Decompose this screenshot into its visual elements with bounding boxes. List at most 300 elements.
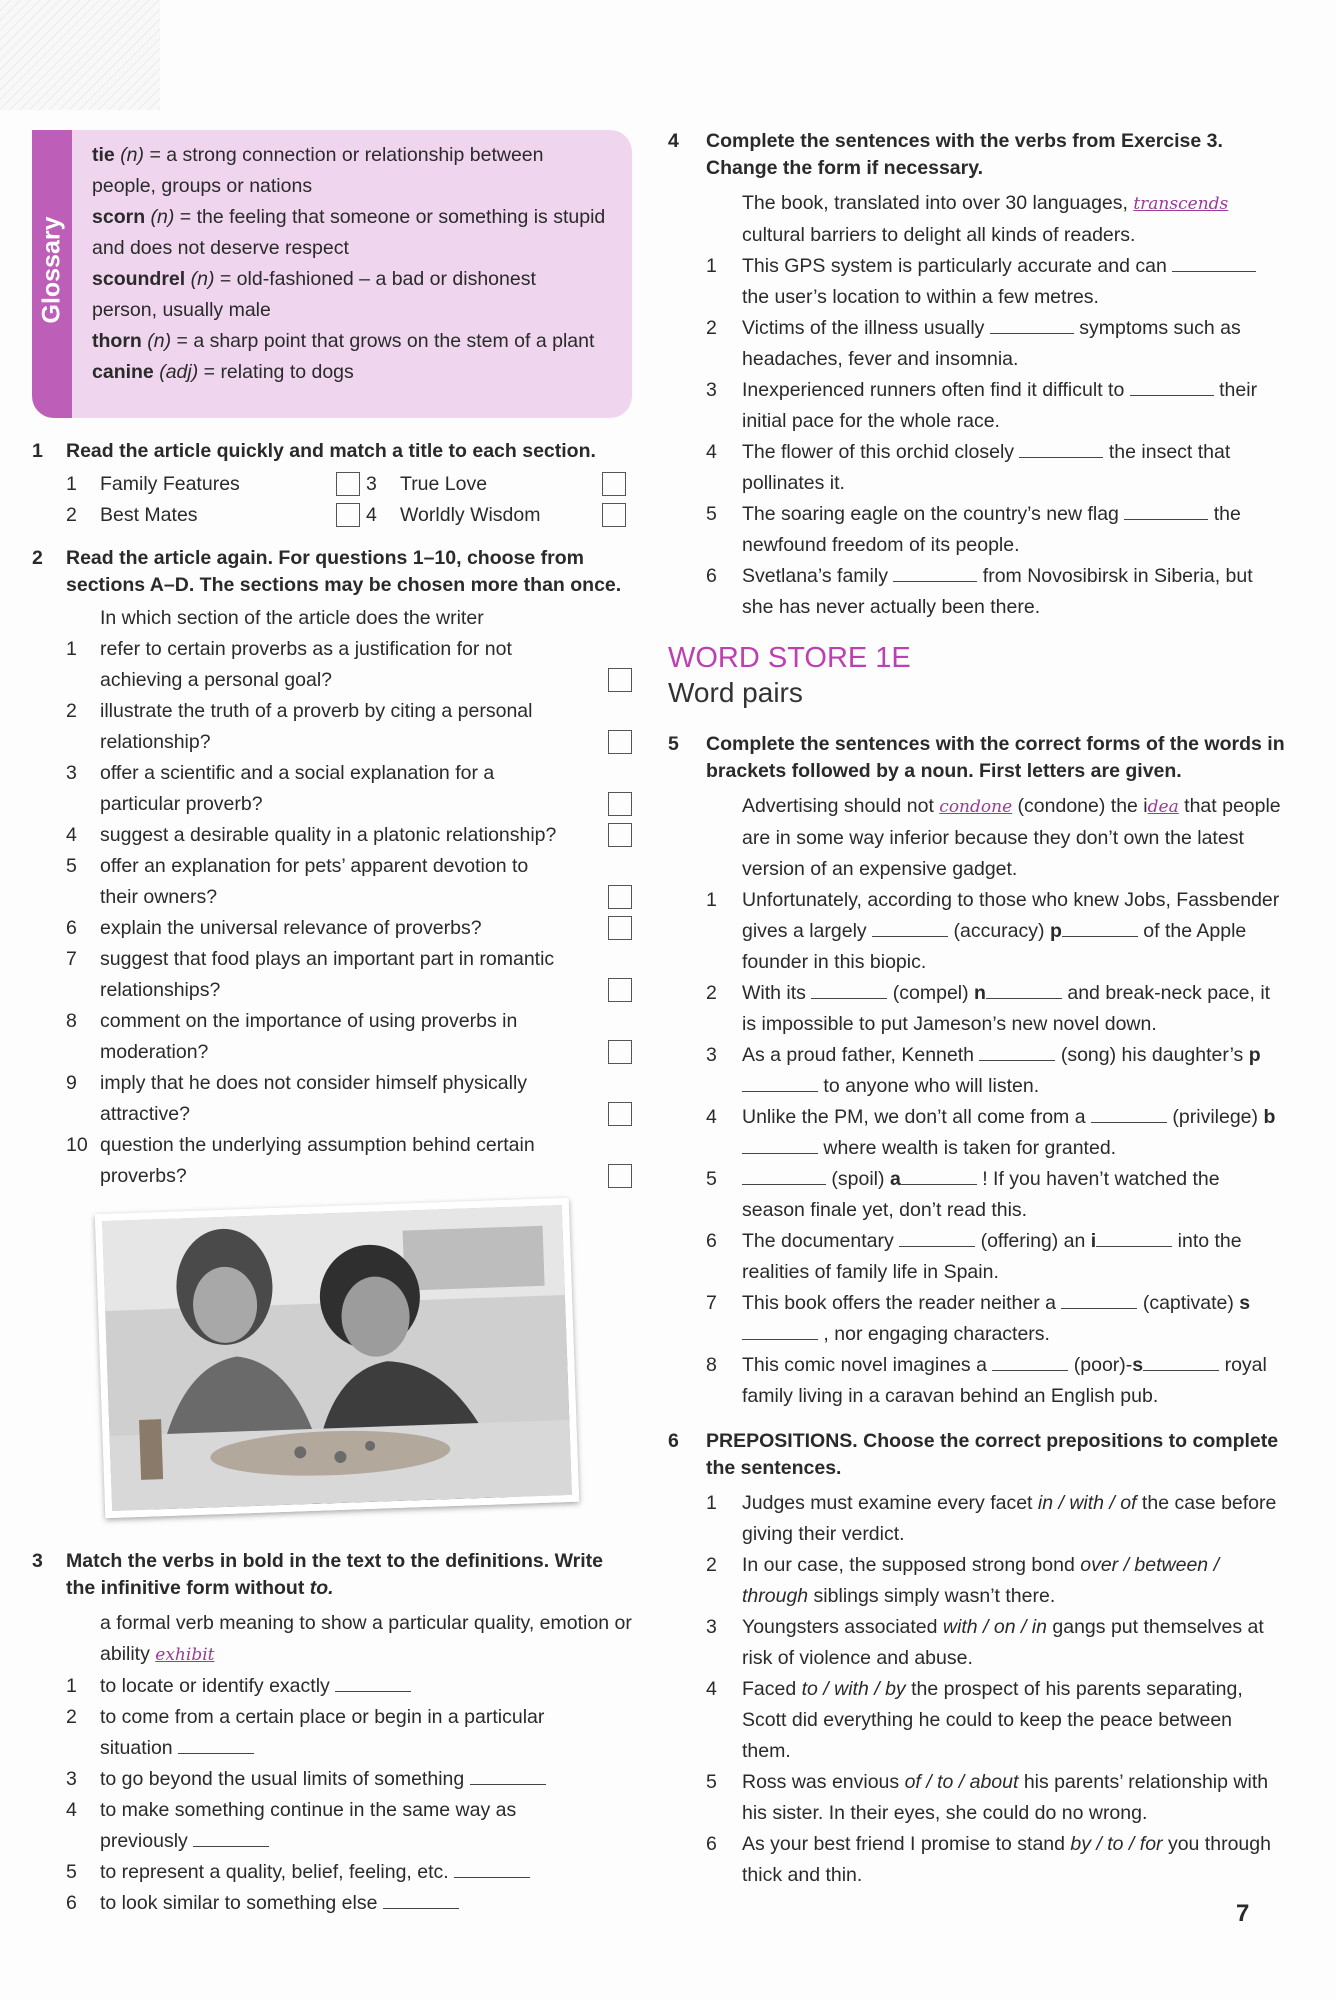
sentence-list [668, 251, 1286, 623]
example-answer-2: dea [1147, 797, 1179, 817]
title-option [366, 469, 632, 500]
sentence-number: 5 [706, 1168, 717, 1190]
option-number: 3 [366, 473, 377, 495]
answer-blank[interactable] [1130, 394, 1214, 396]
question-item [32, 913, 632, 944]
sentence-text-start: Victims of the illness usually [742, 317, 990, 339]
sentence-list [668, 885, 1286, 1412]
exercise-instruction: Read the article again. For questions 1–10, choose from sections A–D. The sections may be chosen more than once. [66, 547, 622, 596]
glossary-definition: = the feeling that someone or something is stupid and does not deserve respect [92, 206, 606, 259]
first-letter: i [1090, 1230, 1097, 1252]
sentence-item [668, 1612, 1286, 1674]
answer-blank[interactable] [986, 997, 1062, 999]
sentence-number: 4 [706, 1106, 717, 1128]
sentence-number: 6 [706, 1833, 717, 1855]
question-number: 2 [66, 700, 77, 722]
glossary-box [32, 130, 632, 418]
title-option [66, 469, 366, 500]
first-letter: b [1263, 1106, 1276, 1128]
exercise-3 [32, 1548, 632, 1919]
sentence-text-start: The flower of this orchid closely [742, 441, 1020, 463]
sentence-text: royal family living in a caravan behind an English pub. [742, 1354, 1267, 1407]
answer-blank[interactable] [193, 1845, 269, 1847]
sentence-text-start: Youngsters associated [742, 1616, 943, 1638]
question-text: comment on the importance of using proverbs in moderation? [100, 1010, 518, 1063]
sentence-text-end: their initial pace for the whole race. [742, 379, 1258, 432]
sentence-content [742, 1288, 1282, 1350]
question-item [32, 1068, 632, 1130]
definition-number: 3 [66, 1768, 77, 1790]
glossary-pos: (n) [147, 330, 172, 352]
answer-checkbox[interactable] [602, 503, 626, 527]
sentence-number: 6 [706, 565, 717, 587]
answer-blank[interactable] [742, 1338, 818, 1340]
sentence-content [742, 1040, 1282, 1102]
question-number: 6 [66, 917, 77, 939]
answer-blank[interactable] [979, 1059, 1055, 1061]
sentence-text: (offering) an [975, 1230, 1091, 1252]
sentence-item [668, 885, 1286, 978]
answer-blank[interactable] [899, 1245, 975, 1247]
glossary-entry [92, 140, 606, 202]
first-letter: p [1248, 1044, 1261, 1066]
sentence-text-start: In our case, the supposed strong bond [742, 1554, 1081, 1576]
glossary-tab-label: Glossary [37, 216, 66, 324]
sentence-item [668, 251, 1286, 313]
definition-item [32, 1702, 632, 1764]
question-list [32, 634, 632, 1192]
sentence-text-end: the newfound freedom of its people. [742, 503, 1241, 556]
preposition-options[interactable]: by / to / for [1070, 1833, 1163, 1855]
question-text: suggest that food plays an important part in romantic relationships? [100, 948, 555, 1001]
definition-text: to make something continue in the same way as previously [100, 1799, 517, 1852]
question-text: illustrate the truth of a proverb by citing a personal relationship? [100, 700, 533, 753]
definition-text: to go beyond the usual limits of something [100, 1768, 465, 1790]
sentence-content [742, 561, 1282, 623]
sentence-number: 2 [706, 982, 717, 1004]
question-text: offer a scientific and a social explanation for a particular proverb? [100, 762, 495, 815]
sentence-number: 1 [706, 255, 717, 277]
glossary-pos: (n) [120, 144, 145, 166]
answer-checkbox[interactable] [336, 503, 360, 527]
preposition-options[interactable]: of / to / about [904, 1771, 1019, 1793]
sentence-text: With its [742, 982, 812, 1004]
sentence-text: (accuracy) [948, 920, 1050, 942]
glossary-word: thorn [92, 330, 142, 352]
example-answer: transcends [1133, 194, 1229, 214]
answer-checkbox[interactable] [608, 730, 632, 754]
example-item [32, 1608, 632, 1671]
glossary-word: tie [92, 144, 115, 166]
sentence-text: (compel) [887, 982, 975, 1004]
sentence-text-end: the insect that pollinates it. [742, 441, 1231, 494]
question-text: imply that he does not consider himself physically attractive? [100, 1072, 528, 1125]
glossary-word: scoundrel [92, 268, 186, 290]
sentence-text: This book offers the reader neither a [742, 1292, 1062, 1314]
example-text: a formal verb meaning to show a particular quality, emotion or ability [100, 1612, 632, 1665]
definition-item [32, 1857, 632, 1888]
couple-cooking-photo [95, 1198, 579, 1518]
exercise-5 [668, 731, 1286, 1412]
sentence-item [668, 978, 1286, 1040]
sentence-number: 5 [706, 1771, 717, 1793]
answer-blank[interactable] [1124, 518, 1208, 520]
preposition-options[interactable]: to / with / by [801, 1678, 906, 1700]
question-item [32, 1130, 632, 1192]
sentence-content [742, 1612, 1282, 1674]
option-label: Worldly Wisdom [400, 504, 541, 526]
question-text: explain the universal relevance of proverbs? [100, 917, 482, 939]
sentence-item [668, 1550, 1286, 1612]
sentence-text: The documentary [742, 1230, 900, 1252]
glossary-definition: = a strong connection or relationship between people, groups or nations [92, 144, 544, 197]
answer-blank[interactable] [1019, 456, 1103, 458]
answer-blank[interactable] [1096, 1245, 1172, 1247]
sentence-text: (song) his daughter’s [1055, 1044, 1249, 1066]
title-options [32, 469, 632, 531]
sentence-content [742, 499, 1282, 561]
question-item [32, 1006, 632, 1068]
sentence-item [668, 437, 1286, 499]
sentence-item [668, 1226, 1286, 1288]
sentence-number: 1 [706, 889, 717, 911]
exercise-number: 1 [32, 440, 43, 462]
sentence-text: Unfortunately, according to those who knew Jobs, Fassbender gives a largely [742, 889, 1280, 942]
sentence-text-end: the user’s location to within a few metres. [742, 286, 1099, 308]
exercise-4 [668, 128, 1286, 623]
sentence-text-end: from Novosibirsk in Siberia, but she has never actually been there. [742, 565, 1253, 618]
answer-blank[interactable] [1172, 270, 1256, 272]
answer-checkbox[interactable] [608, 885, 632, 909]
example-answer-1: condone [939, 797, 1013, 817]
question-item [32, 634, 632, 696]
answer-blank[interactable] [901, 1183, 977, 1185]
sentence-content [742, 1226, 1282, 1288]
sentence-text: where wealth is taken for granted. [818, 1137, 1117, 1159]
sentence-content [742, 1767, 1282, 1829]
glossary-word: scorn [92, 206, 146, 228]
option-number: 2 [66, 504, 77, 526]
sentence-item [668, 1488, 1286, 1550]
sentence-number: 7 [706, 1292, 717, 1314]
preposition-options[interactable]: over / between / through [742, 1554, 1219, 1607]
sentence-text: into the realities of family life in Spain. [742, 1230, 1242, 1283]
definition-item [32, 1888, 632, 1919]
sentence-item [668, 1164, 1286, 1226]
answer-blank[interactable] [1091, 1121, 1167, 1123]
answer-checkbox[interactable] [608, 1040, 632, 1064]
page-corner-pattern [0, 0, 160, 110]
answer-blank[interactable] [454, 1876, 530, 1878]
sentence-content [742, 1829, 1282, 1891]
answer-blank[interactable] [178, 1752, 254, 1754]
sentence-text-end: gangs put themselves at risk of violence and abuse. [742, 1616, 1264, 1669]
definition-text: to locate or identify exactly [100, 1675, 330, 1697]
definition-number: 5 [66, 1861, 77, 1883]
glossary-pos: (n) [150, 206, 175, 228]
sentence-number: 8 [706, 1354, 717, 1376]
definition-item [32, 1795, 632, 1857]
question-lead: In which section of the article does the writer [100, 607, 484, 629]
answer-blank[interactable] [742, 1152, 818, 1154]
first-letter: p [1049, 920, 1062, 942]
sentence-content [742, 1102, 1282, 1164]
answer-checkbox[interactable] [608, 792, 632, 816]
answer-blank[interactable] [990, 332, 1074, 334]
example-answer: exhibit [155, 1645, 215, 1665]
sentence-text: , nor engaging characters. [818, 1323, 1050, 1345]
question-text: suggest a desirable quality in a platonic relationship? [100, 824, 557, 846]
glossary-pos: (n) [190, 268, 215, 290]
glossary-tab [32, 130, 72, 418]
option-label: True Love [400, 473, 488, 495]
sentence-text-end: the case before giving their verdict. [742, 1492, 1277, 1545]
glossary-pos: (adj) [159, 361, 199, 383]
question-number: 3 [66, 762, 77, 784]
answer-blank[interactable] [742, 1090, 818, 1092]
answer-blank[interactable] [811, 997, 887, 999]
exercise-instruction: Complete the sentences with the verbs from Exercise 3. Change the form if necessary. [706, 130, 1223, 179]
sentence-item [668, 1767, 1286, 1829]
example-text-a: Advertising should not [742, 795, 940, 817]
glossary-entry [92, 264, 606, 326]
sentence-text: ! If you haven’t watched the season finale yet, don’t read this. [742, 1168, 1220, 1221]
answer-checkbox[interactable] [608, 978, 632, 1002]
question-text: question the underlying assumption behind certain proverbs? [100, 1134, 535, 1187]
glossary-word: canine [92, 361, 154, 383]
sentence-content [742, 1488, 1282, 1550]
exercise-instruction: Read the article quickly and match a title to each section. [66, 440, 596, 462]
option-number: 1 [66, 473, 77, 495]
definition-content [100, 1671, 600, 1702]
question-number: 9 [66, 1072, 77, 1094]
sentence-item [668, 561, 1286, 623]
sentence-number: 5 [706, 503, 717, 525]
answer-blank[interactable] [893, 580, 977, 582]
sentence-content [742, 1350, 1282, 1412]
sentence-text: (captivate) [1137, 1292, 1240, 1314]
exercise-instruction-italic: to. [309, 1577, 334, 1599]
exercise-number: 5 [668, 733, 679, 755]
sentence-content [742, 251, 1282, 313]
sentence-text: This comic novel imagines a [742, 1354, 993, 1376]
sentence-text-end: symptoms such as headaches, fever and insomnia. [742, 317, 1241, 370]
sentence-text-start: As your best friend I promise to stand [742, 1833, 1071, 1855]
sentence-content [742, 437, 1282, 499]
question-number: 4 [66, 824, 77, 846]
sentence-text-start: Judges must examine every facet [742, 1492, 1038, 1514]
glossary-definition: = a sharp point that grows on the stem of a plant [171, 330, 595, 352]
glossary-list [92, 140, 606, 388]
sentence-number: 3 [706, 379, 717, 401]
option-label: Family Features [100, 473, 240, 495]
word-store-subtitle: Word pairs [668, 677, 803, 708]
answer-blank[interactable] [742, 1183, 826, 1185]
glossary-definition: = old-fashioned – a bad or dishonest person, usually male [92, 268, 536, 321]
definition-number: 1 [66, 1675, 77, 1697]
sentence-number: 3 [706, 1044, 717, 1066]
sentence-text-start: This GPS system is particularly accurate and can [742, 255, 1173, 277]
question-number: 7 [66, 948, 77, 970]
definition-number: 4 [66, 1799, 77, 1821]
question-text: offer an explanation for pets’ apparent devotion to their owners? [100, 855, 529, 908]
definition-text: to represent a quality, belief, feeling, etc. [100, 1861, 449, 1883]
sentence-text: (spoil) [826, 1168, 890, 1190]
sentence-text-start: Ross was envious [742, 1771, 905, 1793]
answer-blank[interactable] [470, 1783, 546, 1785]
answer-blank[interactable] [1061, 1307, 1137, 1309]
preposition-options[interactable]: with / on / in [942, 1616, 1047, 1638]
exercise-number: 4 [668, 130, 679, 152]
glossary-entry [92, 202, 606, 264]
definition-text: to come from a certain place or begin in a particular situation [100, 1706, 545, 1759]
exercise-number: 6 [668, 1430, 679, 1452]
title-option [366, 500, 632, 531]
question-number: 1 [66, 638, 77, 660]
sentence-item [668, 1829, 1286, 1891]
first-letter: a [889, 1168, 901, 1190]
first-letter: s [1239, 1292, 1251, 1314]
right-column [668, 128, 1286, 1891]
question-item [32, 851, 632, 913]
title-option [66, 500, 366, 531]
definition-number: 2 [66, 1706, 77, 1728]
sentence-number: 2 [706, 317, 717, 339]
exercise-number: 3 [32, 1550, 43, 1572]
definition-content [100, 1795, 600, 1857]
answer-blank[interactable] [383, 1907, 459, 1909]
sentence-text-end: the prospect of his parents separating, Scott did everything he could to keep the peace between them. [742, 1678, 1243, 1762]
first-letter: n [974, 982, 986, 1004]
exercise-2 [32, 545, 632, 1192]
sentence-number: 4 [706, 441, 717, 463]
answer-checkbox[interactable] [608, 916, 632, 940]
definition-number: 6 [66, 1892, 77, 1914]
example-text-c: that people are in some way inferior because they don’t own the latest version of an expensive gadget. [742, 795, 1281, 880]
exercise-number: 2 [32, 547, 43, 569]
sentence-item [668, 1350, 1286, 1412]
sentence-content [742, 313, 1282, 375]
sentence-content [742, 1550, 1282, 1612]
sentence-text: to anyone who will listen. [818, 1075, 1040, 1097]
exercise-instruction: Match the verbs in bold in the text to the definitions. Write the infinitive form without [66, 1550, 604, 1599]
option-label: Best Mates [100, 504, 198, 526]
definition-content [100, 1764, 600, 1795]
example-text-start: The book, translated into over 30 languages, [742, 192, 1134, 214]
definition-content [100, 1888, 600, 1919]
question-item [32, 820, 632, 851]
sentence-text-start: Svetlana’s family [742, 565, 894, 587]
example-item [668, 791, 1286, 885]
definition-item [32, 1671, 632, 1702]
left-column [32, 130, 632, 1919]
definition-text: to look similar to something else [100, 1892, 378, 1914]
sentence-item [668, 375, 1286, 437]
question-item [32, 944, 632, 1006]
definition-list [32, 1671, 632, 1919]
question-item [32, 696, 632, 758]
answer-checkbox[interactable] [608, 1164, 632, 1188]
sentence-number: 1 [706, 1492, 717, 1514]
sentence-text: Unlike the PM, we don’t all come from a [742, 1106, 1091, 1128]
definition-content [100, 1702, 600, 1764]
definition-item [32, 1764, 632, 1795]
definition-content [100, 1857, 600, 1888]
exercise-6 [668, 1428, 1286, 1891]
example-text-end: cultural barriers to delight all kinds of readers. [742, 224, 1136, 246]
sentence-list [668, 1488, 1286, 1891]
first-letter: s [1132, 1354, 1144, 1376]
glossary-definition: = relating to dogs [198, 361, 354, 383]
answer-blank[interactable] [1062, 935, 1138, 937]
photo-image [102, 1205, 572, 1511]
answer-blank[interactable] [992, 1369, 1068, 1371]
sentence-text-start: Inexperienced runners often find it difficult to [742, 379, 1130, 401]
sentence-item [668, 1674, 1286, 1767]
word-store-title: WORD STORE 1E [668, 642, 911, 674]
sentence-text: (privilege) [1166, 1106, 1264, 1128]
sentence-item [668, 1040, 1286, 1102]
exercise-instruction: Complete the sentences with the correct forms of the words in brackets followed by a noun. First letters are given. [706, 733, 1285, 782]
question-text: refer to certain proverbs as a justification for not achieving a personal goal? [100, 638, 512, 691]
sentence-text-end: siblings simply wasn’t there. [808, 1585, 1056, 1607]
sentence-item [668, 499, 1286, 561]
sentence-content [742, 1164, 1282, 1226]
sentence-number: 6 [706, 1230, 717, 1252]
sentence-text: (poor)- [1068, 1354, 1133, 1376]
answer-blank[interactable] [335, 1690, 411, 1692]
sentence-text: As a proud father, Kenneth [742, 1044, 980, 1066]
answer-blank[interactable] [872, 935, 948, 937]
preposition-options[interactable]: in / with / of [1037, 1492, 1137, 1514]
sentence-text: of the Apple founder in this biopic. [742, 920, 1247, 973]
answer-checkbox[interactable] [602, 472, 626, 496]
sentence-text-end: you through thick and thin. [742, 1833, 1271, 1886]
example-item [668, 188, 1286, 251]
sentence-item [668, 1288, 1286, 1350]
answer-checkbox[interactable] [608, 1102, 632, 1126]
sentence-item [668, 313, 1286, 375]
question-number: 8 [66, 1010, 77, 1032]
answer-checkbox[interactable] [608, 668, 632, 692]
glossary-entry [92, 326, 606, 357]
example-text-b: (condone) the i [1012, 795, 1148, 817]
question-number: 10 [66, 1134, 88, 1156]
sentence-text-start: Faced [742, 1678, 802, 1700]
sentence-text-start: The soaring eagle on the country’s new flag [742, 503, 1125, 525]
sentence-text: and break-neck pace, it is impossible to put Jameson’s new novel down. [742, 982, 1271, 1035]
sentence-number: 3 [706, 1616, 717, 1638]
page-number: 7 [1236, 1900, 1250, 1927]
sentence-content [742, 978, 1282, 1040]
sentence-number: 4 [706, 1678, 717, 1700]
question-item [32, 758, 632, 820]
sentence-number: 2 [706, 1554, 717, 1576]
sentence-item [668, 1102, 1286, 1164]
question-number: 5 [66, 855, 77, 877]
answer-blank[interactable] [1143, 1369, 1219, 1371]
sentence-content [742, 375, 1282, 437]
answer-checkbox[interactable] [608, 823, 632, 847]
glossary-entry [92, 357, 606, 388]
exercise-instruction: PREPOSITIONS. Choose the correct prepositions to complete the sentences. [706, 1430, 1279, 1479]
sentence-content [742, 1674, 1282, 1767]
answer-checkbox[interactable] [336, 472, 360, 496]
exercise-1 [32, 438, 632, 531]
option-number: 4 [366, 504, 377, 526]
sentence-content [742, 885, 1282, 978]
sentence-text-end: his parents’ relationship with his sister. In their eyes, she could do no wrong. [742, 1771, 1269, 1824]
